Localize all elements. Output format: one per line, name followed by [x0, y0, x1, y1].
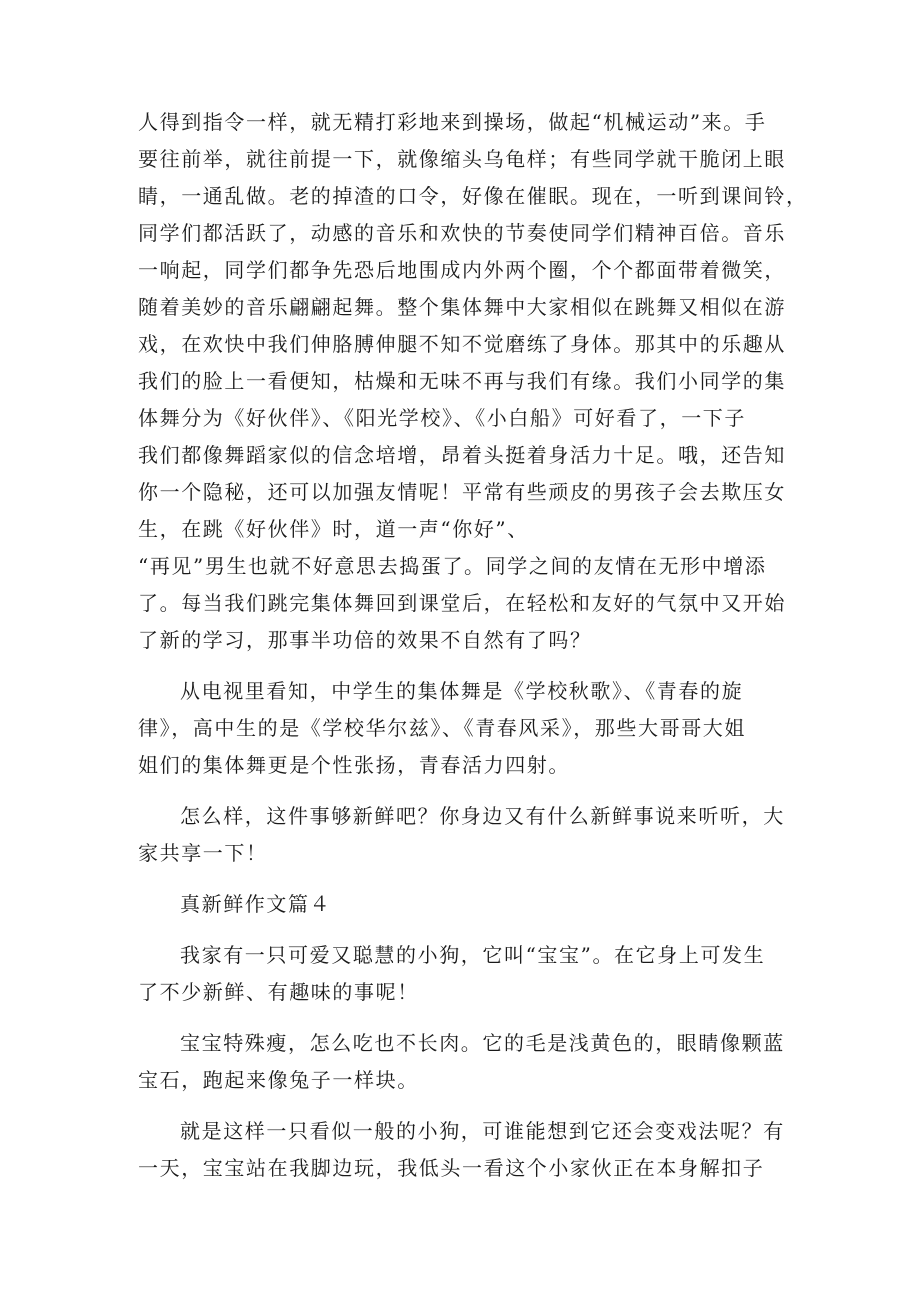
text-line: 一天，宝宝站在我脚边玩，我低头一看这个小家伙正在本身解扣子: [138, 1156, 765, 1180]
text-line: 我们的脸上一看便知，枯燥和无味不再与我们有缘。我们小同学的集: [138, 369, 786, 393]
paragraph: [138, 104, 806, 659]
paragraph-gap: [138, 784, 806, 798]
paragraph-gap: [138, 923, 806, 937]
text-line: 真新鲜作文篇４: [180, 892, 332, 916]
text-line: 宝宝特殊瘦，怎么吃也不长肉。它的毛是浅黄色的，眼睛像颗蓝: [180, 1031, 785, 1055]
document-body: [138, 104, 806, 1187]
text-line: “再见”男生也就不好意思去捣蛋了。同学之间的友情在无形中增添: [138, 554, 767, 578]
text-line: 我们都像舞蹈家似的信念培增，昂着头挺着身活力十足。哦，还告知: [138, 443, 786, 467]
text-line: 我家有一只可爱又聪慧的小狗，它叫“宝宝”。在它身上可发生: [180, 943, 766, 967]
paragraph: [138, 886, 806, 923]
text-line: 一响起，同学们都争先恐后地围成内外两个圈，个个都面带着微笑，: [138, 258, 786, 282]
paragraph-gap: [138, 1099, 806, 1113]
text-line: 体舞分为《好伙伴》、《阳光学校》、《小白船》可好看了，一下子: [138, 406, 746, 430]
text-line: 从电视里看知，中学生的集体舞是《学校秋歌》、《青春的旋: [180, 679, 744, 703]
text-line: 律》，高中生的是《学校华尔兹》、《青春风采》，那些大哥哥大姐: [138, 716, 746, 740]
paragraph-gap: [138, 1011, 806, 1025]
text-line: 怎么样，这件事够新鲜吧？你身边又有什么新鲜事说来听听，大: [180, 804, 785, 828]
text-line: 人得到指令一样，就无精打彩地来到操场，做起“机械运动”来。手: [138, 110, 767, 134]
text-line: 同学们都活跃了，动感的音乐和欢快的节奏使同学们精神百倍。音乐: [138, 221, 786, 245]
text-line: 了新的学习，那事半功倍的效果不自然有了吗？: [138, 628, 592, 652]
text-line: 家共享一下！: [138, 841, 268, 865]
paragraph: [138, 673, 806, 784]
paragraph: [138, 937, 806, 1011]
text-line: 宝石，跑起来像兔子一样块。: [138, 1068, 419, 1092]
paragraph: [138, 798, 806, 872]
text-line: 戏，在欢快中我们伸胳膊伸腿不知不觉磨练了身体。那其中的乐趣从: [138, 332, 786, 356]
text-line: 就是这样一只看似一般的小狗，可谁能想到它还会变戏法呢？有: [180, 1119, 785, 1143]
text-line: 你一个隐秘，还可以加强友情呢！平常有些顽皮的男孩子会去欺压女: [138, 480, 786, 504]
text-line: 生，在跳《好伙伴》时，道一声“你好”、: [138, 517, 529, 541]
text-line: 了。每当我们跳完集体舞回到课堂后，在轻松和友好的气氛中又开始: [138, 591, 786, 615]
text-line: 了不少新鲜、有趣味的事呢！: [138, 980, 419, 1004]
text-line: 随着美妙的音乐翩翩起舞。整个集体舞中大家相似在跳舞又相似在游: [138, 295, 786, 319]
text-line: 姐们的集体舞更是个性张扬，青春活力四射。: [138, 753, 570, 777]
text-line: 睛，一通乱做。老的掉渣的口令，好像在催眠。现在，一听到课间铃，: [138, 184, 808, 208]
paragraph-gap: [138, 659, 806, 673]
paragraph-gap: [138, 872, 806, 886]
paragraph: [138, 1025, 806, 1099]
paragraph: [138, 1113, 806, 1187]
text-line: 要往前举，就往前提一下，就像缩头乌龟样；有些同学就干脆闭上眼: [138, 147, 786, 171]
